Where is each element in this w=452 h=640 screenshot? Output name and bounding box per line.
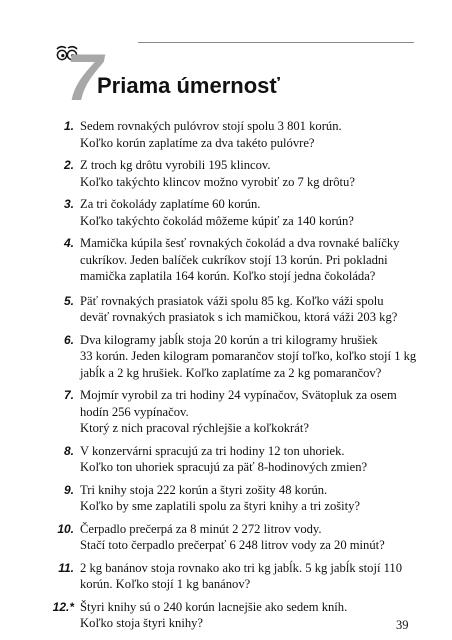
problem-text <box>80 443 426 476</box>
problem-line: Koľko takýchto klincov možno vyrobiť zo 7 kg drôtu? <box>80 174 355 189</box>
problem-text <box>80 521 426 554</box>
problem-item <box>46 196 426 229</box>
problem-item <box>46 157 426 190</box>
problem-text <box>80 482 426 515</box>
problem-text <box>80 599 426 632</box>
problem-line: Koľko by sme zaplatili spolu za štyri knihy a tri zošity? <box>80 499 361 513</box>
problem-item <box>46 387 426 437</box>
problem-line: Dva kilogramy jabĺk stoja 20 korún a tri kilogramy hrušiek <box>80 332 378 347</box>
problem-item <box>46 332 426 382</box>
problem-item <box>46 118 426 151</box>
problem-line: Koľko korún zaplatíme za dva takéto pulóvre? <box>80 135 315 150</box>
problem-line: Mojmír vyrobil za tri hodiny 24 vypínačov, Svätopluk za osem <box>80 388 397 402</box>
problem-number: 3. <box>63 197 74 211</box>
problem-line: V konzervárni spracujú za tri hodiny 12 ton uhoriek. <box>80 443 345 458</box>
problem-text <box>80 387 426 437</box>
problem-line: deväť rovnakých prasiatok s ich mamičkou, ktorá váži 203 kg? <box>80 310 398 324</box>
problem-line: Tri knihy stoja 222 korún a štyri zošity 48 korún. <box>80 482 328 497</box>
problem-line: Sedem rovnakých pulóvrov stojí spolu 3 801 korún. <box>80 119 342 133</box>
problem-number: 10. <box>57 521 74 536</box>
problem-line: korún. Koľko stojí 1 kg banánov? <box>80 577 251 591</box>
problem-text <box>80 560 426 593</box>
problem-text <box>80 118 426 151</box>
problem-line: Ktorý z nich pracoval rýchlejšie a koľkokrát? <box>80 421 309 435</box>
problem-number: 7. <box>63 388 74 402</box>
problem-line: Koľko ton uhoriek spracujú za päť 8-hodinových zmien? <box>80 460 368 474</box>
problem-number: 9. <box>63 482 74 497</box>
problem-number: 2. <box>63 158 74 172</box>
header-rule <box>138 42 414 43</box>
problem-list <box>46 112 426 632</box>
problem-number: 4. <box>63 236 74 250</box>
problem-line: Z troch kg drôtu vyrobili 195 klincov. <box>80 158 271 172</box>
problem-line: Štyri knihy sú o 240 korún lacnejšie ako sedem kníh. <box>80 599 348 614</box>
problem-item <box>46 560 426 593</box>
problem-number: 1. <box>63 119 74 133</box>
problem-line: Koľko takýchto čokolád môžeme kúpiť za 140 korún? <box>80 213 354 228</box>
problem-line: Koľko stoja štyri knihy? <box>80 616 203 630</box>
problem-line: Čerpadlo prečerpá za 8 minút 2 272 litrov vody. <box>80 521 322 536</box>
problem-item <box>46 293 426 326</box>
problem-item <box>46 599 426 632</box>
problem-text <box>80 235 426 285</box>
problem-item <box>46 235 426 285</box>
problem-text <box>80 332 426 382</box>
problem-line: 33 korún. Jeden kilogram pomarančov stojí toľko, koľko stojí 1 kg <box>80 349 417 363</box>
problem-item <box>46 521 426 554</box>
problem-line: Päť rovnakých prasiatok váži spolu 85 kg. Koľko váži spolu <box>80 293 384 308</box>
problem-line: cukríkov. Jeden balíček cukríkov stojí 13 korún. Pri pokladni <box>80 252 388 267</box>
problem-text <box>80 196 426 229</box>
page-number: 39 <box>396 618 409 632</box>
chapter-number: 7 <box>66 40 101 114</box>
problem-line: mamička zaplatila 164 korún. Koľko stojí jedna čokoláda? <box>80 269 376 283</box>
problem-item <box>46 482 426 515</box>
problem-line: Stačí toto čerpadlo prečerpať 6 248 litrov vody za 20 minút? <box>80 538 385 552</box>
problem-line: Mamička kúpila šesť rovnakých čokolád a dva rovnaké balíčky <box>80 236 400 250</box>
problem-number: 5. <box>63 293 74 308</box>
problem-text <box>80 293 426 326</box>
problem-line: 2 kg banánov stoja rovnako ako tri kg jabĺk. 5 kg jabĺk stojí 110 <box>80 560 403 575</box>
problem-text <box>80 157 426 190</box>
problem-number: 8. <box>63 443 74 458</box>
page-title: Priama úmernosť <box>97 73 280 98</box>
problem-item <box>46 443 426 476</box>
problem-number: 12.* <box>52 599 74 614</box>
problem-line: Za tri čokolády zaplatíme 60 korún. <box>80 197 261 211</box>
problem-number: 6. <box>63 332 74 347</box>
problem-number: 11. <box>58 560 74 575</box>
problem-line: hodín 256 vypínačov. <box>80 404 189 419</box>
problem-line: jabĺk a 2 kg hrušiek. Koľko zaplatíme za 2 kg pomarančov? <box>80 365 382 380</box>
